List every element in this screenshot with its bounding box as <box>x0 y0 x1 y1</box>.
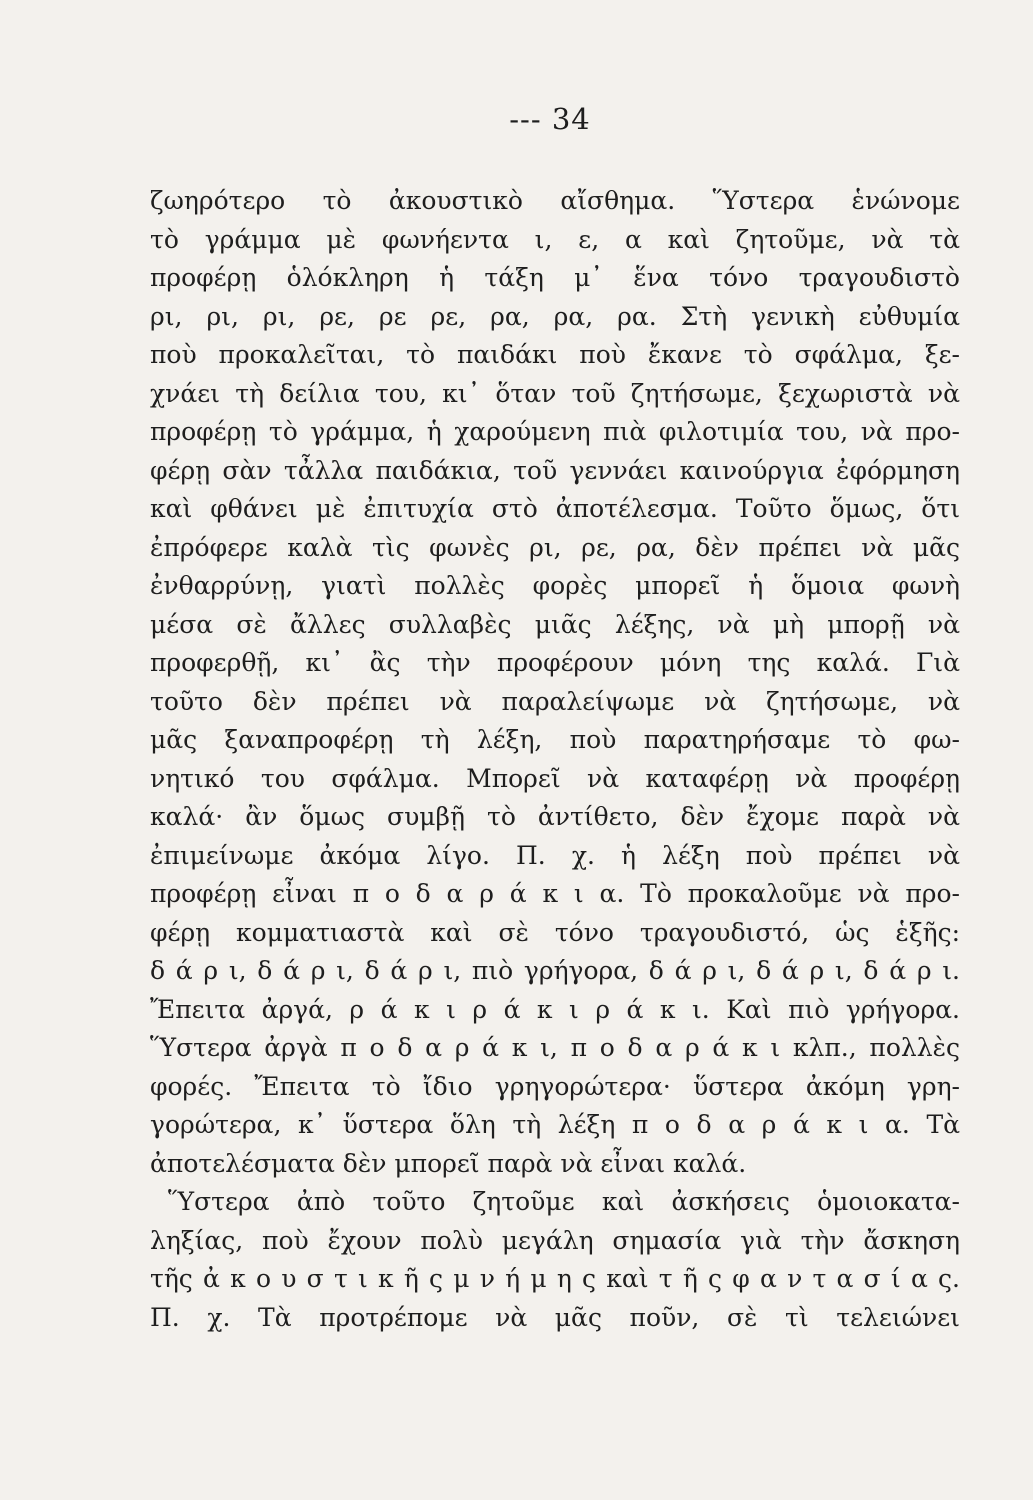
text-line: χνάει τὴ δείλια του, κι᾿ ὅταν τοῦ ζητήσωμε, ξεχωριστὰ νὰ <box>150 378 960 408</box>
text-line: ληξίας, ποὺ ἔχουν πολὺ μεγάλη σημασία γιὰ τὴν ἄσκηση <box>150 1225 960 1255</box>
text-line: ἐπιμείνωμε ἀκόμα λίγο. Π. χ. ἡ λέξη ποὺ πρέπει νὰ <box>150 840 960 870</box>
text-line: Ὕστερα ἀργὰ π ο δ α ρ ά κ ι, π ο δ α ρ ά κ ι κλπ., πολλὲς <box>150 1033 960 1062</box>
text-line: προφέρῃ εἶναι π ο δ α ρ ά κ ι α. Τὸ προκαλοῦμε νὰ προ- <box>150 879 960 908</box>
text-line: ποὺ προκαλεῖται, τὸ παιδάκι ποὺ ἔκανε τὸ σφάλμα, ξε- <box>150 340 960 369</box>
text-line: μᾶς ξαναπροφέρῃ τὴ λέξη, ποὺ παρατηρήσαμε τὸ φω- <box>150 725 960 754</box>
text-line: νητικό του σφάλμα. Μπορεῖ νὰ καταφέρῃ νὰ προφέρῃ <box>150 763 960 793</box>
text-line: ρι, ρι, ρι, ρε, ρε ρε, ρα, ρα, ρα. Στὴ γενικὴ εὐθυμία <box>150 301 960 331</box>
text-line: δ ά ρ ι, δ ά ρ ι, δ ά ρ ι, πιὸ γρήγορα, δ ά ρ ι, δ ά ρ ι, δ ά ρ ι. <box>150 956 960 985</box>
text-line: φέρῃ σὰν τἆλλα παιδάκια, τοῦ γεννάει καινούργια ἐφόρμηση <box>150 455 960 485</box>
text-line: φέρῃ κομματιαστὰ καὶ σὲ τόνο τραγουδιστό, ὡς ἑξῆς: <box>150 917 960 947</box>
text-line: ἐπρόφερε καλὰ τὶς φωνὲς ρι, ρε, ρα, δὲν πρέπει νὰ μᾶς <box>150 532 960 562</box>
text-line: προφέρῃ ὁλόκληρη ἡ τάξη μ᾿ ἕνα τόνο τραγουδιστὸ <box>150 263 960 292</box>
text-line: τὸ γράμμα μὲ φωνήεντα ι, ε, α καὶ ζητοῦμε, νὰ τὰ <box>150 224 960 254</box>
body-text <box>150 182 960 1337</box>
text-line: προφέρῃ τὸ γράμμα, ἡ χαρούμενη πιὰ φιλοτιμία του, νὰ προ- <box>150 417 960 446</box>
text-line: ἐνθαρρύνῃ, γιατὶ πολλὲς φορὲς μπορεῖ ἡ ὅμοια φωνὴ <box>150 571 960 600</box>
text-line: τῆς ἀ κ ο υ σ τ ι κ ῆ ς μ ν ή μ η ς καὶ τ ῆ ς φ α ν τ α σ ί α ς. <box>150 1264 960 1293</box>
text-line: γορώτερα, κ᾿ ὕστερα ὅλη τὴ λέξη π ο δ α ρ ά κ ι α. Τὰ <box>150 1110 960 1139</box>
text-line: Ὕστερα ἀπὸ τοῦτο ζητοῦμε καὶ ἀσκήσεις ὁμοιοκατα- <box>168 1187 960 1216</box>
text-line: τοῦτο δὲν πρέπει νὰ παραλείψωμε νὰ ζητήσωμε, νὰ <box>150 686 960 716</box>
text-line: Ἔπειτα ἀργά, ρ ά κ ι ρ ά κ ι ρ ά κ ι. Καὶ πιὸ γρήγορα. <box>150 994 960 1024</box>
text-line: Π. χ. Τὰ προτρέπομε νὰ μᾶς ποῦν, σὲ τὶ τελειώνει <box>150 1302 960 1332</box>
text-line: καὶ φθάνει μὲ ἐπιτυχία στὸ ἀποτέλεσμα. Τοῦτο ὅμως, ὅτι <box>150 494 960 523</box>
text-line: καλά· ἂν ὅμως συμβῇ τὸ ἀντίθετο, δὲν ἔχομε παρὰ νὰ <box>150 802 960 831</box>
text-line: φορές. Ἔπειτα τὸ ἴδιο γρηγορώτερα· ὕστερα ἀκόμη γρη- <box>150 1071 960 1101</box>
text-line: μέσα σὲ ἄλλες συλλαβὲς μιᾶς λέξης, νὰ μὴ μπορῇ νὰ <box>150 609 960 639</box>
text-line: ζωηρότερο τὸ ἀκουστικὸ αἴσθημα. Ὕστερα ἑνώνομε <box>150 186 960 215</box>
text-line: ἀποτελέσματα δὲν μπορεῖ παρὰ νὰ εἶναι καλά. <box>150 1148 747 1178</box>
text-line: προφερθῇ, κι᾿ ἂς τὴν προφέρουν μόνη της καλά. Γιὰ <box>150 648 960 677</box>
page-number: --- 34 <box>509 102 591 136</box>
